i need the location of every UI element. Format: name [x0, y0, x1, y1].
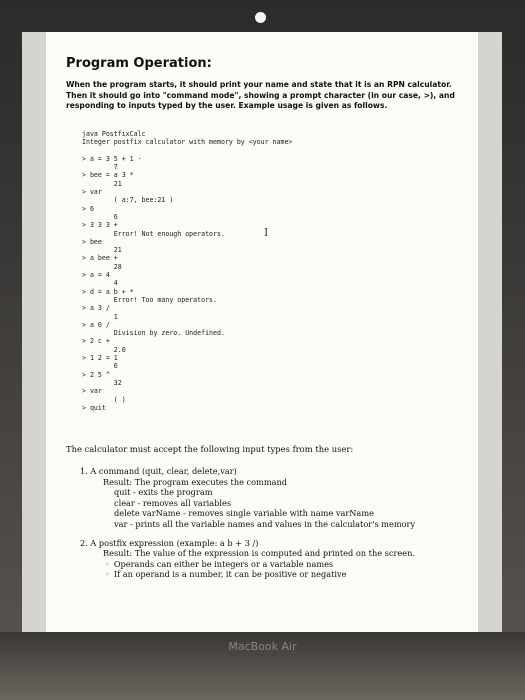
code-line: > 2 c +: [82, 337, 110, 346]
item-result: Result: The value of the expression is computed and printed on the screen.: [103, 548, 415, 559]
code-line: > var: [82, 387, 102, 396]
item-bullet: ◦ If an operand is a number, it can be positive or negative: [80, 569, 460, 580]
list-item: [80, 466, 460, 530]
code-line: > a = 4: [82, 271, 110, 280]
code-line: > 6: [82, 204, 94, 213]
code-line: > d = a b + *: [82, 287, 134, 296]
code-line: > 2 5 ^: [82, 370, 110, 379]
item-detail: delete varName - removes single variable with name varName: [114, 508, 374, 519]
item-detail: quit - exits the program: [114, 487, 213, 498]
code-line: > a 0 /: [82, 320, 110, 329]
code-line: 1: [82, 312, 118, 321]
code-line: java PostfixCalc: [82, 130, 146, 138]
code-line: [82, 147, 292, 155]
code-line: ( a:7, bee:21 ): [82, 196, 174, 205]
item-heading: 2. A postfix expression (example: a b + 3 /): [80, 537, 259, 548]
code-line: ( ): [82, 395, 126, 404]
item-heading: 1. A command (quit, clear, delete,var): [80, 466, 237, 476]
input-types-list: [80, 466, 460, 588]
code-line: > a = 3 5 + 1 -: [82, 154, 142, 163]
code-line: 6: [82, 362, 118, 371]
code-line: 21: [82, 246, 122, 255]
code-line: Error! Too many operators.: [82, 295, 217, 304]
list-item: [80, 538, 460, 580]
code-line: 2.0: [82, 345, 126, 354]
camera-dot: [255, 12, 266, 23]
code-line: > 3 3 3 +: [82, 221, 118, 230]
code-example: [82, 130, 292, 412]
code-line: > bee: [82, 237, 102, 246]
item-result: Result: The program executes the command: [103, 476, 287, 487]
code-line: > quit: [82, 403, 106, 412]
code-line: Integer postfix calculator with memory by <your name>: [82, 138, 293, 147]
text-cursor-icon: I: [264, 226, 269, 239]
item-detail: var - prints all the variable names and values in the calculator's memory: [114, 518, 416, 529]
brand-label: MacBook Air: [228, 640, 297, 653]
item-bullet: ◦ Operands can either be integers or a variable names: [80, 559, 460, 570]
accept-heading: The calculator must accept the following input types from the user:: [66, 444, 354, 454]
code-line: > var: [82, 188, 102, 197]
code-line: 4: [82, 279, 118, 288]
code-line: 28: [82, 262, 122, 271]
intro-paragraph: When the program starts, it should print your name and state that it is an RPN calculator. Then it should go into "command mode", showing a prompt character (in our case, >), and responding to inputs typed by the user. Example usage is given as follows.: [66, 80, 455, 111]
code-line: > a bee +: [82, 254, 118, 263]
code-line: > bee = a 3 *: [82, 171, 134, 180]
code-line: 7: [82, 163, 118, 172]
code-line: 32: [82, 378, 122, 387]
code-line: > 1 2 = 1: [82, 354, 118, 363]
code-line: 21: [82, 179, 122, 188]
code-line: 6: [82, 212, 118, 221]
page-title: Program Operation:: [66, 56, 212, 71]
item-detail: clear - removes all variables: [114, 497, 232, 508]
code-line: Division by zero. Undefined.: [82, 329, 225, 338]
code-line: > a 3 /: [82, 304, 110, 313]
code-line: Error! Not enough operators.: [82, 229, 225, 238]
